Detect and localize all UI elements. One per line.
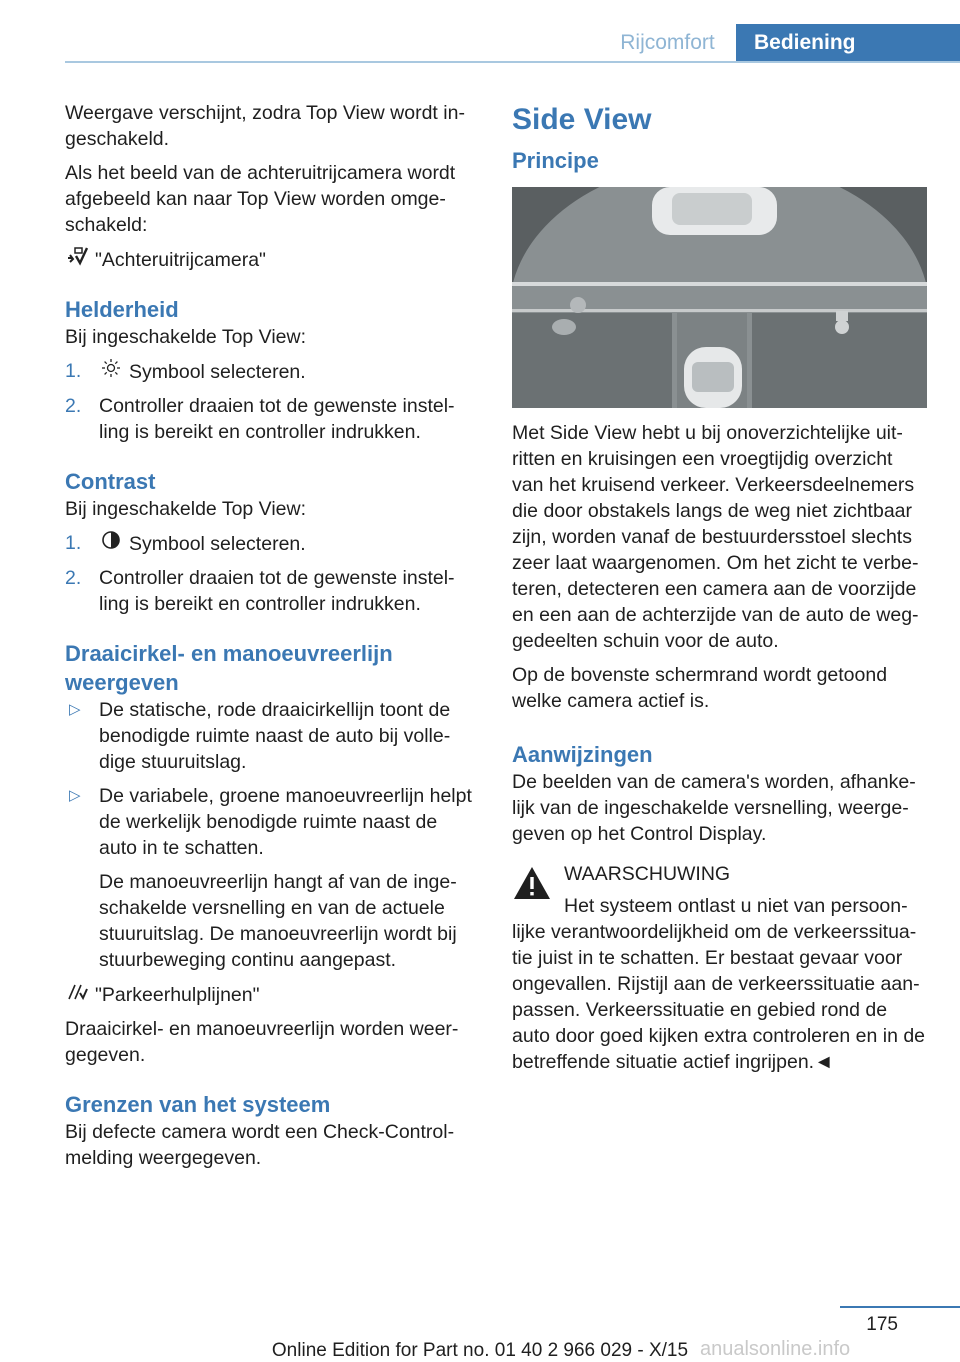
paragraph: Als het beeld van de achteruitrijcamera wordt afgebeeld kan naar Top View worden omge-schakeld: [65,162,456,236]
warning-title: WAARSCHUWING [564,863,731,885]
list-item-continued: De manoeuvreerlijn hangt af van de inge-schakelde versnelling en van de actuele stuuruitslag. De manoeuvreerlijn wordt bij stuurbeweging continu aangepast. [99,871,457,971]
menu-item-achteruitrijcamera [65,246,477,273]
heading-principe: Principe [512,148,599,173]
page-number: 175 [866,1314,898,1335]
menu-label: "Achteruitrijcamera" [95,249,266,271]
paragraph: Draaicirkel- en manoeuvreerlijn worden weer-gegeven. [65,1018,459,1066]
paragraph: Weergave verschijnt, zodra Top View wordt in-geschakeld. [65,102,465,150]
parking-lines-icon [65,981,89,1008]
list-item: ▷ De statische, rode draaicirkellijn toont de benodigde ruimte naast de auto bij volle-dige stuuruitslag. [69,699,451,773]
triangle-bullet-icon: ▷ [69,787,81,804]
menu-item-parkeerhulplijnen [65,981,477,1008]
list-item: 1. Symbool selecteren. [65,360,306,383]
warning-text-cont: lijke verantwoordelijkheid om de verkeerssitua-tie juist in te schatten. Er bestaat gevaar voor ongevallen. Rijstijl aan de verkeerssituatie aan-passen. Verkeerssituatie en gebied rond de auto door goed kijken extra controleren en in de betreffende situatie actief ingrijpen.◄ [512,921,926,1073]
right-column [512,100,927,1083]
heading-aanwijzingen: Aanwijzingen [512,742,653,767]
footer-rule [840,1306,960,1308]
intro-text: Bij ingeschakelde Top View: [65,326,307,348]
brightness-icon [99,358,123,385]
list-item: ▷ De variabele, groene manoeuvreerlijn helpt de werkelijk benodigde ruimte naast de auto in te schatten. [69,785,472,859]
heading-helderheid: Helderheid [65,297,179,322]
header-rule [65,61,960,63]
header-chapter-tab: Rijcomfort [620,31,715,54]
car-bottom [684,347,742,408]
warning-block [512,861,927,1075]
header-section-tab: Bediening [736,24,960,62]
paragraph: Met Side View hebt u bij onoverzichtelijke uit-ritten en kruisingen een vroegtijdig overzicht van het kruisend verkeer. Verkeersdeelnemers die door obstakels langs de weg niet zichtbaar zijn, worden vanaf de bestuurdersstoel slechts zeer laat waargenomen. Om het zicht te verbe-teren, detecteren een camera aan de voorzijde en een aan de achterzijde van de auto de weg-gedeelten schuin voor de auto. [512,422,919,652]
paragraph: Op de bovenste schermrand wordt getoond welke camera actief is. [512,664,888,712]
paragraph: Bij defecte camera wordt een Check-Control-melding weergegeven. [65,1121,455,1169]
list-item: 2. Controller draaien tot de gewenste instel-ling is bereikt en controller indrukken. [65,567,455,615]
contrast-icon [99,530,123,557]
intro-text: Bij ingeschakelde Top View: [65,498,307,520]
car-top [652,187,777,235]
heading-contrast: Contrast [65,469,156,494]
camera-check-icon [65,246,89,273]
menu-label: "Parkeerhulplijnen" [95,984,260,1006]
side-view-illustration [512,187,927,408]
triangle-bullet-icon: ▷ [69,701,81,718]
list-item: 1. Symbool selecteren. [65,532,306,555]
heading-grenzen: Grenzen van het systeem [65,1092,331,1117]
watermark: anualsonline.info [700,1338,851,1360]
warning-icon [512,865,552,901]
left-column [65,100,477,1179]
paragraph: De beelden van de camera's worden, afhanke-lijk van de ingeschakelde versnelling, weerge-geven op het Control Display. [512,771,916,845]
edition-footer: Online Edition for Part no. 01 40 2 966 029 - X/15 [271,1340,689,1361]
warning-text: Het systeem ontlast u niet van persoon- [564,895,908,917]
heading-draaicirkel: Draaicirkel- en manoeuvreerlijn weergeven [65,641,393,695]
list-item: 2. Controller draaien tot de gewenste instel-ling is bereikt en controller indrukken. [65,395,455,443]
heading-side-view: Side View [512,103,652,136]
